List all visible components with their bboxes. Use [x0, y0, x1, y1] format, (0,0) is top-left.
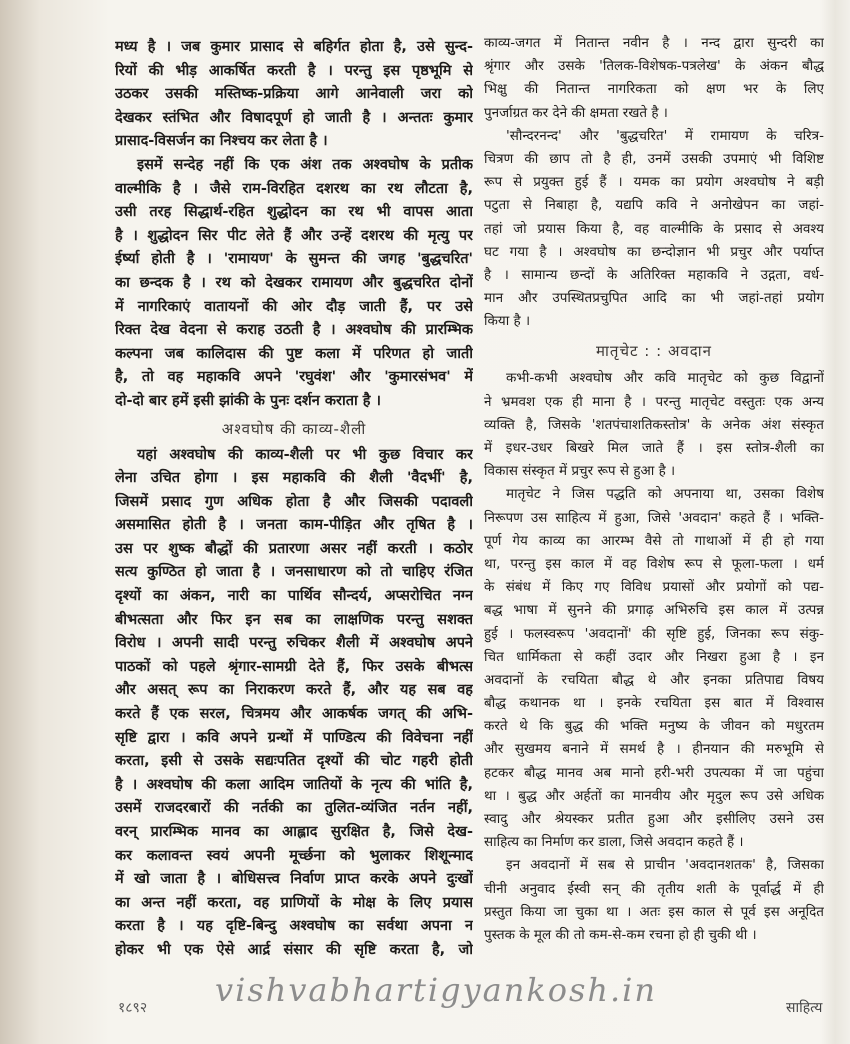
text-line: निरूपण उस साहित्य में हुआ, जिसे 'अवदान' कहते हैं । भक्ति- [484, 509, 824, 526]
text-line: यहां अश्वघोष की काव्य-शैली पर भी कुछ विचार कर [137, 446, 473, 463]
text-line: हुई । फलस्वरूप 'अवदानों' की सृष्टि हुई, जिनका रूप संकु- [484, 625, 824, 642]
text-line: है । अश्वघोष की कला आदिम जातियों के नृत्य की भांति है, [115, 776, 473, 793]
text-line: हटकर बौद्ध मानव अब मानो हरी-भरी उपत्यका में जा पहुंचा [484, 764, 824, 781]
text-line: रूप से प्रयुक्त हुई हैं । यमक का प्रयोग अश्वघोष ने बड़ी [484, 174, 824, 191]
text-line: देखकर स्तंभित और विषादपूर्ण हो जाती है । अन्ततः कुमार [115, 109, 473, 126]
text-line: भिक्षु की नितान्त नागरिकता को क्षण भर के लिए [484, 81, 824, 98]
text-line: किया है । [484, 313, 531, 330]
text-line: है । शुद्धोदन सिर पीट लेते हैं और उन्हें दशरथ की मृत्यु पर [115, 227, 473, 244]
text-line: घट गया है । अश्वघोष का छन्दोज्ञान भी प्रचुर और पर्याप्त [484, 243, 824, 260]
text-line: बौद्ध कथानक था । इनके रचयिता इस बात में विश्वास [484, 695, 824, 712]
text-line: ईर्ष्या होती है । 'रामायण' के सुमन्त की जगह 'बुद्धचरित' [115, 251, 473, 268]
text-line: ने भ्रमवश एक ही माना है । परन्तु मातृचेट वस्तुतः एक अन्य [484, 393, 824, 410]
text-line: सत्य कुण्ठित हो जाता है । जनसाधारण को तो चाहिए रंजित [115, 564, 473, 581]
paragraph [484, 367, 824, 483]
paragraph [115, 444, 473, 963]
text-line: काव्य-जगत में नितान्त नवीन है । नन्द द्वारा सुन्दरी का [484, 35, 824, 51]
text-line: विरोध । अपनी सादी परन्तु रुचिकर शैली में अश्वघोष अपने [115, 635, 473, 652]
text-line: रिक्त देख वेदना से कराह उठती है । अश्वघोष की प्रारम्भिक [115, 322, 473, 339]
text-line: चित धार्मिकता से कहीं उदार और निखरा हुआ है । इन [484, 648, 824, 665]
text-line: कल्पना जब कालिदास की पुष्ट कला में परिणत हो जाती [115, 345, 473, 362]
paragraph [484, 854, 824, 947]
paragraph [484, 125, 824, 334]
text-line: बद्ध भाषा में सुनने की प्रगाढ़ अभिरुचि इस काल में उत्पन्न [484, 602, 824, 619]
paragraph [115, 154, 473, 414]
text-line: चीनी अनुवाद ईस्वी सन् की तृतीय शती के पूर्वार्द्ध में ही [484, 880, 824, 897]
text-line: वाल्मीकि है । जैसे राम-विरहित दशरथ का रथ लौटता है, [115, 180, 473, 197]
text-line: प्रस्तुत किया जा चुका था । अतः इस काल से पूर्व इस अनूदित [484, 903, 824, 920]
text-line: का छन्दक है । रथ को देखकर रामायण और बुद्धचरित दोनों [115, 274, 473, 291]
text-line: है, तो वह महाकवि अपने 'रघुवंश' और 'कुमारसंभव' में [115, 369, 473, 386]
text-line: स्वादु और श्रेयस्कर प्रतीत हुआ और इसीलिए उसने उस [484, 811, 824, 827]
text-line: असमासित होती है । जनता काम-पीड़ित और तृषित है । [115, 517, 473, 534]
text-line: इसमें सन्देह नहीं कि एक अंश तक अश्वघोष के प्रतीक [137, 156, 473, 173]
text-line: श्रृंगार और उसके 'तिलक-विशेषक-पत्रलेख' के अंकन बौद्ध [484, 58, 824, 75]
text-line: करते थे कि बुद्ध की भक्ति मनुष्य के जीवन को मधुरतम [484, 718, 824, 735]
text-line: साहित्य का निर्माण कर डाला, जिसे अवदान कहते हैं । [484, 834, 744, 851]
text-line: उठकर उसकी मस्तिष्क-प्रक्रिया आगे आनेवाली जरा को [115, 86, 473, 103]
text-line: है । सामान्य छन्दों के अतिरिक्त महाकवि ने उद्गता, वर्ध- [484, 266, 824, 283]
text-line: और सुखमय बनाने में समर्थ है । हीनयान की मरुभूमि से [484, 741, 824, 758]
text-line: करता, इसी से उसके सद्यःपतित दृश्यों की चोट गहरी होती [115, 753, 473, 770]
text-line: लेना उचित होगा । इस महाकवि की शैली 'वैदर्भी' है, [115, 470, 473, 487]
text-line: पटुता से निबाहा है, यद्यपि कवि ने अनोखेपन का जहां- [484, 197, 824, 214]
text-line: था, परन्तु इस काल में वह विशेष रूप से फूला-फला । धर्म [484, 555, 824, 572]
text-line: व्यक्ति है, जिसके 'शतपंचाशतिकस्तोत्र' के अनेक अंश संस्कृत [484, 416, 824, 433]
text-line: अवदानों के रचयिता बौद्ध थे और इनका प्रतिपाद्य विषय [484, 671, 824, 688]
text-line: वरन् प्रारम्भिक मानव का आह्लाद सुरक्षित है, जिसे देख- [115, 824, 473, 840]
text-line: प्रासाद-विसर्जन का निश्चय कर लेता है । [115, 133, 328, 150]
paragraph [484, 32, 824, 125]
text-line: करता है । यह दृष्टि-बिन्दु अश्वघोष का सर्वथा अपना न [115, 918, 473, 935]
text-line: पूर्ण गेय काव्य का आरम्भ वैसे तो गाथाओं में ही हो गया [484, 532, 824, 549]
page-number: १८९२ [118, 1000, 148, 1016]
right-text-column [484, 32, 824, 947]
text-line: पुनर्जाग्रत कर देने की क्षमता रखते है । [484, 104, 668, 121]
text-line: रियों की भीड़ आकर्षित करती है । परन्तु इस पृष्ठभूमि से [115, 62, 473, 79]
text-line: में नागरिकाएं वातायनों की ओर दौड़ जाती हैं, पर उसे [115, 298, 473, 315]
text-line: मध्य है । जब कुमार प्रासाद से बहिर्गत होता है, उसे सुन्द- [115, 39, 473, 55]
text-line: मातृचेट ने जिस पद्धति को अपनाया था, उसका विशेष [506, 486, 824, 503]
text-line: उस पर शुष्क बौद्धों की प्रतारणा असर नहीं करती । कठोर [115, 540, 473, 557]
watermark: vishvabhartigyankosh.in [215, 971, 658, 1009]
text-line: उसी तरह सिद्धार्थ-रहित शुद्धोदन का रथ भी वापस आता [115, 204, 473, 221]
text-line: में खो जाता है । बोधिसत्त्व निर्वाण प्राप्त करके अपने दुःखों [115, 871, 473, 888]
section-heading: अश्वघोष की काव्य-शैली [221, 419, 367, 438]
text-line: 'सौन्दरनन्द' और 'बुद्धचरित' में रामायण के चरित्र- [506, 127, 824, 144]
text-line: कभी-कभी अश्वघोष और कवि मातृचेट को कुछ विद्वानों [506, 370, 824, 387]
text-line: जिसमें प्रसाद गुण अधिक होता है और जिसकी पदावली [115, 493, 473, 510]
text-line: और असत् रूप का निराकरण करते हैं, और यह सब वह [115, 682, 473, 699]
text-line: दृश्यों का अंकन, नारी का पार्थिव सौन्दर्य, अप्सरोचित नग्न [115, 588, 473, 605]
text-line: विकास संस्कृत में प्रचुर रूप से हुआ है । [484, 463, 676, 480]
paragraph [484, 483, 824, 854]
text-line: मान और उपस्थितप्रचुपित आदि का भी जहां-तहां प्रयोग [484, 290, 824, 307]
text-line: होकर भी एक ऐसे आर्द्र संसार की सृष्टि करता है, जो [115, 941, 473, 958]
text-line: इन अवदानों में सब से प्राचीन 'अवदानशतक' है, जिसका [506, 857, 824, 874]
text-line: दो-दो बार हमें इसी झांकी के पुनः दर्शन कराता है । [115, 392, 382, 409]
text-line: तहां जो प्रयास किया है, वह वाल्मीकि के प्रसाद से अवश्य [484, 220, 824, 237]
text-line: चित्रण की छाप तो है ही, उनमें उसकी उपमाएं भी विशिष्ट [484, 150, 824, 167]
text-line: था । बुद्ध और अर्हतों का मानवीय और मृदुल रूप उसे अधिक [484, 787, 824, 804]
text-line: सृष्टि द्वारा । कवि अपने ग्रन्थों में पाण्डित्य की विवेचना नहीं [115, 729, 473, 746]
text-line: का अन्त नहीं करता, वह प्राणियों के मोक्ष के लिए प्रयास [115, 894, 473, 911]
text-line: कर कलावन्त स्वयं अपनी मूर्च्छना को भुलाकर शिशून्माद [115, 847, 473, 864]
text-line: पुस्तक के मूल की तो कम-से-कम रचना हो ही चुकी थी । [484, 926, 757, 943]
left-text-column [115, 36, 473, 963]
section-heading: मातृचेट : : अवदान [596, 342, 712, 361]
text-line: पाठकों को पहले श्रृंगार-सामग्री देते हैं, फिर उसके बीभत्स [115, 658, 473, 675]
paragraph [115, 36, 473, 154]
text-line: में इधर-उधर बिखरे मिल जाते हैं । इस स्तोत्र-शैली का [484, 440, 824, 456]
text-line: के संबंध में किए गए विविध प्रयासों और प्रयोगों को पद्य- [484, 579, 824, 596]
text-line: करते हैं एक सरल, चित्रमय और आकर्षक जगत् की अभि- [115, 706, 473, 723]
text-line: बीभत्सता और फिर इन सब का लाक्षणिक परन्तु सशक्त [115, 611, 473, 628]
text-line: उसमें राजदरबारों की नर्तकी का तुलित-व्यंजित नर्तन नहीं, [115, 800, 473, 817]
running-footer-title: साहित्य [786, 1000, 823, 1016]
